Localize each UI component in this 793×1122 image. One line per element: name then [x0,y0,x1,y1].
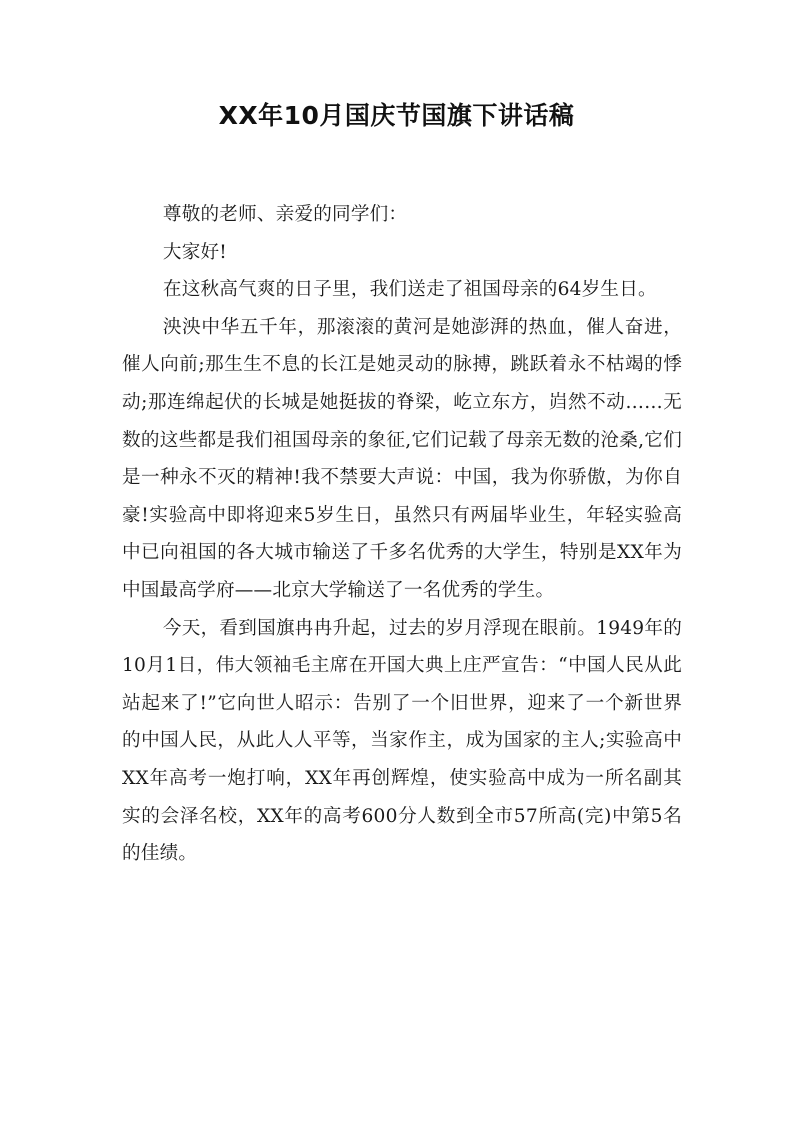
document-title: XX年10月国庆节国旗下讲话稿 [218,101,575,130]
salutation-paragraph: 尊敬的老师、亲爱的同学们： [162,204,408,225]
body-paragraph-2: 泱泱中华五千年，那滚滚的黄河是她澎湃的热血，催人奋进，催人向前;那生生不息的长江是她灵动的脉搏，跳跃着永不枯竭的悸动;那连绵起伏的长城是她挺拔的脊梁，屹立东方，岿然不动……无数的这些都是我们祖国母亲的象征,它们记载了母亲无数的沧桑,它们是一种永不灭的精神!我不禁要大声说：中国，我为你骄傲，为你自豪!实验高中即将迎来5岁生日，虽然只有两届毕业生，年轻实验高中已向祖国的各大城市输送了千多名优秀的大学生，特别是XX年为中国最高学府——北京大学输送了一名优秀的学生。 [122,316,682,601]
greeting-paragraph: 大家好! [162,241,227,263]
document-body [122,196,682,873]
body-paragraph-1: 在这秋高气爽的日子里，我们送走了祖国母亲的64岁生日。 [162,279,657,301]
body-paragraph-3: 今天，看到国旗冉冉升起，过去的岁月浮现在眼前。1949年的10月1日，伟大领袖毛主席在开国大典上庄严宣告：“中国人民从此站起来了!”它向世人昭示：告别了一个旧世界，迎来了一个新世界的中国人民，从此人人平等，当家作主，成为国家的主人;实验高中XX年高考一炮打响，XX年再创辉煌，使实验高中成为一所名副其实的会泽名校，XX年的高考600分人数到全市57所高(完)中第5名的佳绩。 [122,617,682,865]
